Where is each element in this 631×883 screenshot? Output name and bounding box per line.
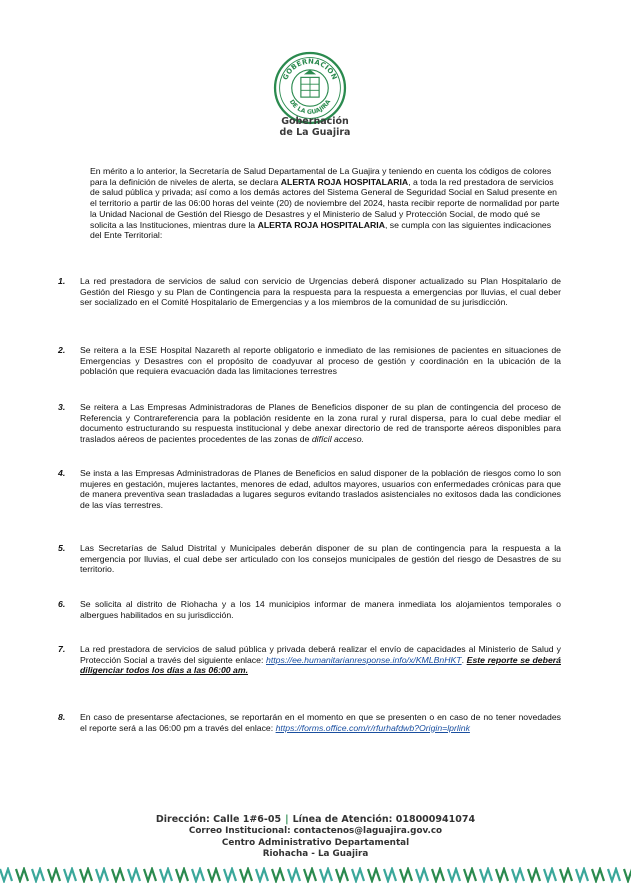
footer-center: Centro Administrativo Departamental — [221, 837, 410, 848]
pattern-zigzag — [416, 869, 428, 881]
alert-declaration-1: ALERTA ROJA HOSPITALARIA — [280, 176, 409, 187]
pattern-zigzag — [320, 869, 332, 881]
item-text: Las Secretarías de Salud Distrital y Municipales deberán disponer de su plan de contingencia para la respuesta a la emergencia por lluvias, el cual debe ser articulado con los consejos municipales de gestión del riesgo de Desastres de su territorio. — [80, 543, 561, 575]
pattern-zigzag — [592, 869, 604, 881]
intro-text-1: En mérito a lo anterior, la Secretaría de Salud Departamental de La Guajira y teniendo en cuenta los códigos de colores para la definición de niveles de alerta, se declara — [90, 166, 552, 187]
item-number: 4. — [58, 468, 66, 478]
pattern-zigzag — [608, 869, 620, 881]
seal-text-bottom: DE LA GUAJIRA — [287, 98, 333, 116]
pattern-zigzag — [368, 869, 380, 881]
item-text-body: La red prestadora de servicios de salud pública y privada deberá realizar el envío de capacidades al Ministerio de Salud y Protección Social a través del siguiente enlace: — [80, 644, 561, 665]
pattern-zigzag — [448, 869, 460, 881]
item-number: 2. — [58, 345, 66, 355]
pattern-zigzag — [64, 869, 76, 881]
pattern-zigzag — [96, 869, 108, 881]
pattern-zigzag — [32, 869, 44, 881]
pattern-zigzag — [528, 869, 540, 881]
item-number: 3. — [58, 402, 66, 412]
pattern-zigzag — [240, 869, 252, 881]
intro-text-3: , se cumpla con las siguientes indicaciones del Ente Territorial: — [90, 219, 552, 241]
affectations-report-link[interactable]: https://forms.office.com/r/rfurhafdwb?Origin=lprlink — [275, 722, 470, 733]
pattern-zigzag — [496, 869, 508, 881]
alert-declaration-2: ALERTA ROJA HOSPITALARIA — [257, 219, 385, 230]
item-number: 8. — [58, 712, 66, 722]
org-name-line1: Gobernación — [281, 116, 349, 127]
item-number: 7. — [58, 644, 66, 654]
intro-paragraph — [90, 166, 560, 241]
page-footer — [0, 814, 631, 861]
footer-address-line — [0, 814, 631, 826]
pattern-zigzag — [128, 869, 140, 881]
pattern-zigzag — [384, 869, 396, 881]
pattern-zigzag — [512, 869, 524, 881]
pattern-zigzag — [256, 869, 268, 881]
pattern-zigzag — [560, 869, 572, 881]
footer-email: Correo Institucional: contactenos@laguajira.gov.co — [188, 826, 443, 836]
footer-separator: | — [285, 814, 289, 825]
pattern-zigzag — [48, 869, 60, 881]
seal-text-top: GOBERNACIÓN — [281, 57, 339, 82]
pattern-zigzag — [192, 869, 204, 881]
item-number: 1. — [58, 276, 66, 286]
gobernacion-seal-logo — [272, 50, 348, 126]
pattern-zigzag — [112, 869, 124, 881]
pattern-zigzag — [0, 869, 12, 881]
decorative-pattern-band — [0, 867, 631, 883]
organization-name — [245, 116, 385, 138]
item-text — [80, 402, 561, 445]
pattern-zigzag — [432, 869, 444, 881]
org-name-line2: de La Guajira — [279, 127, 351, 138]
item-number: 5. — [58, 543, 66, 553]
footer-address: Dirección: Calle 1#6-05 — [155, 814, 282, 825]
daily-report-notice: Este reporte se deberá diligenciar todos los días a las 06:00 am. — [80, 654, 561, 676]
pattern-zigzag — [400, 869, 412, 881]
item-text: Se insta a las Empresas Administradoras de Planes de Beneficios en salud disponer de la población de riesgos como lo son mujeres en gestación, mujeres lactantes, menores de edad, adultos mayores, usuarios con enfermedades crónicas para que de manera preventiva sean trasladadas a lugares seguros evitando traslados asistenciales no exitosos dada las condiciones de las vías terrestres. — [80, 468, 561, 511]
pattern-zigzag — [336, 869, 348, 881]
pattern-zigzag — [144, 869, 156, 881]
pattern-zigzag — [288, 869, 300, 881]
item-text: Se solicita al distrito de Riohacha y a los 14 municipios informar de manera inmediata los alojamientos temporales o albergues habilitados en su jurisdicción. — [80, 599, 561, 620]
item-number: 6. — [58, 599, 66, 609]
footer-city: Riohacha - La Guajira — [262, 849, 369, 859]
pattern-zigzag — [576, 869, 588, 881]
item-text — [80, 712, 561, 733]
pattern-zigzag — [352, 869, 364, 881]
item-text-italic: difícil acceso. — [311, 434, 364, 445]
intro-text-2: , a toda la red prestadora de servicios de salud pública y privada; así como a los demás actores del Sistema General de Seguridad Social en Salud presente en el territorio a partir de las 06:00 horas del veinte (20) de noviembre del 2024, hasta recibir reporte de normalidad por parte la Unidad Nacional de Gestión del Riesgo de Desastres y el Ministerio de Salud y Protección Social, de modo qué se solicita a las Instituciones, mientras dure la — [90, 176, 560, 230]
pattern-zigzag — [624, 869, 631, 881]
pattern-zigzag — [544, 869, 556, 881]
item-text-body: En caso de presentarse afectaciones, se reportarán en el momento en que se presenten o en caso de no tener novedades el reporte será a las 06:00 pm a través del enlace: — [80, 712, 561, 733]
item-text-body: Se reitera a Las Empresas Administradoras de Planes de Beneficios disponer de su plan de contingencia del proceso de Referencia y Contrareferencia para la población residente en la zona rural y rural dispersa, para lo cual debe mediar el documento estructurando su respuesta institucional y debe anexar directorio de red de transporte aéreos disponibles para traslados aéreos de pacientes procedentes de las zonas de — [80, 402, 561, 445]
footer-hotline: Línea de Atención: 018000941074 — [292, 814, 476, 825]
pattern-zigzag — [480, 869, 492, 881]
pattern-zigzag — [224, 869, 236, 881]
pattern-zigzag — [272, 869, 284, 881]
pattern-zigzag — [208, 869, 220, 881]
pattern-zigzag — [160, 869, 172, 881]
item-text: La red prestadora de servicios de salud con servicio de Urgencias deberá disponer actualizado su Plan Hospitalario de Gestión del Riesgo y su Plan de Contingencia para la respuesta para la respuesta a emergencias por lluvias, el cual deber ser socializado en el Comité Hospitalario de Emergencias y a los miembros de la comunidad de su jurisdicción. — [80, 276, 561, 308]
pattern-zigzag — [80, 869, 92, 881]
capacities-report-link[interactable]: https://ee.humanitarianresponse.info/x/KMLBnHKT — [266, 654, 462, 665]
item-text: La red prestadora de servicios de salud pública y privada deberá realizar el envío de capacidades al Ministerio de Salud y Protección Social a través del siguiente enlace: https://ee.humanitarianresponse.info/x/KMLBnHKT. Este reporte se deberá diligenciar todos los días a las 06:00 am. — [80, 644, 561, 676]
pattern-zigzag — [176, 869, 188, 881]
pattern-zigzag — [464, 869, 476, 881]
pattern-zigzag — [304, 869, 316, 881]
pattern-zigzag — [16, 869, 28, 881]
item-text: Se reitera a la ESE Hospital Nazareth al reporte obligatorio e inmediato de las remisiones de pacientes en situaciones de Emergencias y Desastres con el propósito de coadyuvar al proceso de gestión y coordinación en la ubicación de la población que requiera evacuación dada las limitaciones terrestres — [80, 345, 561, 377]
